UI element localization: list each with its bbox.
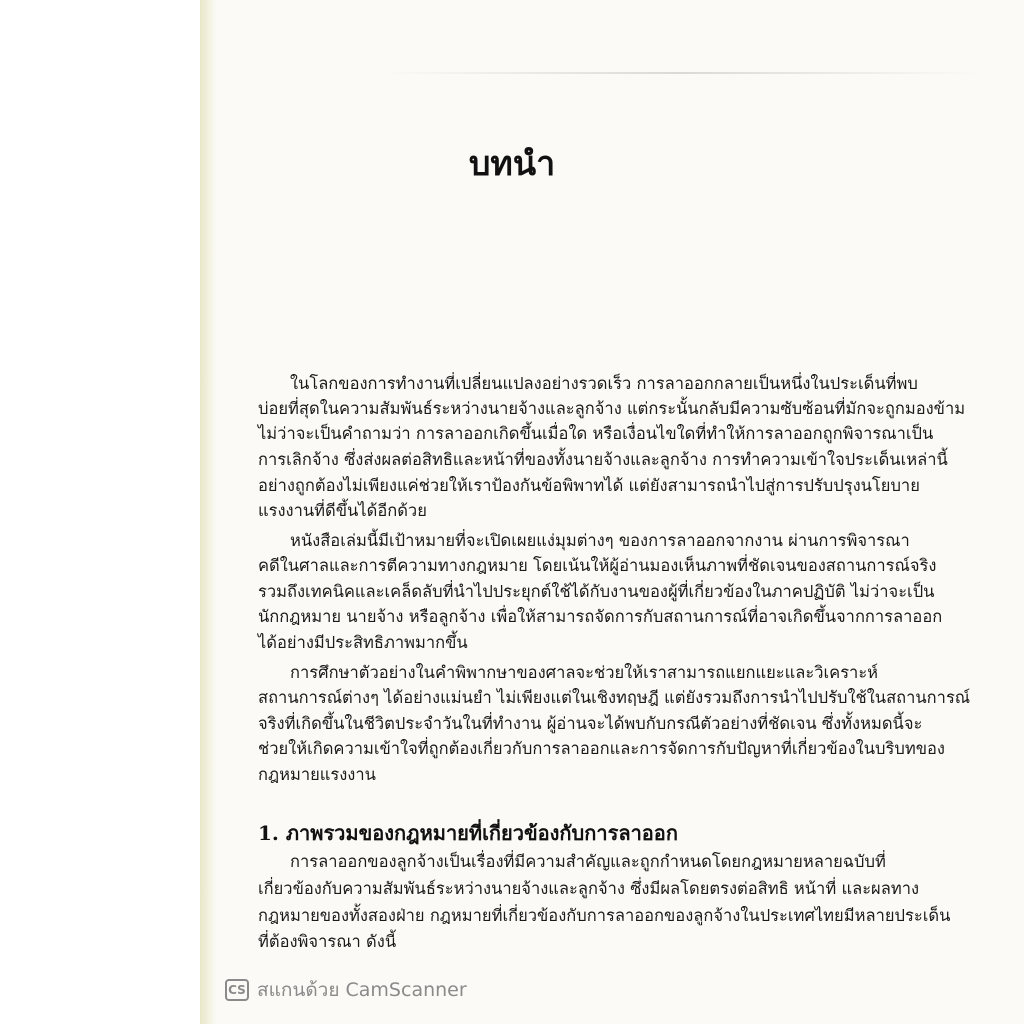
camscanner-logo-icon: CS xyxy=(225,979,249,1001)
text-line: กฎหมายของทั้งสองฝ่าย กฎหมายที่เกี่ยวข้องกับการลาออกของลูกจ้างในประเทศไทยมีหลายประเด็น xyxy=(258,906,951,925)
bleed-through-line xyxy=(380,72,980,74)
text-line: กฎหมายแรงงาน xyxy=(258,765,376,784)
text-line: นักกฎหมาย นายจ้าง หรือลูกจ้าง เพื่อให้สามารถจัดการกับสถานการณ์ที่อาจเกิดขึ้นจากการลาออก xyxy=(258,607,943,626)
section-heading: 1. ภาพรวมของกฎหมายที่เกี่ยวข้องกับการลาออก xyxy=(258,821,678,845)
text-line: ช่วยให้เกิดความเข้าใจที่ถูกต้องเกี่ยวกับการลาออกและการจัดการกับปัญหาที่เกี่ยวข้องในบริบทของ xyxy=(258,739,945,758)
text-line: ไม่ว่าจะเป็นคำถามว่า การลาออกเกิดขึ้นเมื่อใด หรือเงื่อนไขใดที่ทำให้การลาออกถูกพิจารณาเป็น xyxy=(258,424,934,443)
text-line: บ่อยที่สุดในความสัมพันธ์ระหว่างนายจ้างและลูกจ้าง แต่กระนั้นกลับมีความซับซ้อนที่มักจะถูกมองข้าม xyxy=(258,399,966,418)
text-line: เกี่ยวข้องกับความสัมพันธ์ระหว่างนายจ้างและลูกจ้าง ซึ่งมีผลโดยตรงต่อสิทธิ หน้าที่ และผลทาง xyxy=(258,879,920,898)
text-line: หนังสือเล่มนี้มีเป้าหมายที่จะเปิดเผยแง่มุมต่างๆ ของการลาออกจากงาน ผ่านการพิจารณา xyxy=(290,531,910,550)
text-line: ที่ต้องพิจารณา ดังนี้ xyxy=(258,932,397,951)
text-line: คดีในศาลและการตีความทางกฎหมาย โดยเน้นให้ผู้อ่านมองเห็นภาพที่ชัดเจนของสถานการณ์จริง xyxy=(258,556,937,575)
watermark-text: สแกนด้วย CamScanner xyxy=(257,979,467,1001)
text-line: การลาออกของลูกจ้างเป็นเรื่องที่มีความสำคัญและถูกกำหนดโดยกฎหมายหลายฉบับที่ xyxy=(290,852,886,871)
text-line: การเลิกจ้าง ซึ่งส่งผลต่อสิทธิและหน้าที่ของทั้งนายจ้างและลูกจ้าง การทำความเข้าใจประเด็นเหล่านี้ xyxy=(258,450,948,469)
page-title: บทนำ xyxy=(468,144,556,184)
text-line: อย่างถูกต้องไม่เพียงแค่ช่วยให้เราป้องกันข้อพิพาทได้ แต่ยังสามารถนำไปสู่การปรับปรุงนโยบาย xyxy=(258,476,920,495)
text-line: ในโลกของการทำงานที่เปลี่ยนแปลงอย่างรวดเร็ว การลาออกกลายเป็นหนึ่งในประเด็นที่พบ xyxy=(290,374,918,393)
text-line: สถานการณ์ต่างๆ ได้อย่างแม่นยำ ไม่เพียงแต่ในเชิงทฤษฎี แต่ยังรวมถึงการนำไปปรับใช้ในสถานการณ์ xyxy=(258,688,971,707)
text-line: ได้อย่างมีประสิทธิภาพมากขึ้น xyxy=(258,633,468,652)
text-line: แรงงานที่ดีขึ้นได้อีกด้วย xyxy=(258,501,427,520)
camscanner-watermark xyxy=(225,975,467,1005)
text-line: จริงที่เกิดขึ้นในชีวิตประจำวันในที่ทำงาน ผู้อ่านจะได้พบกับกรณีตัวอย่างที่ชัดเจน ซึ่งทั้งหมดนี้จะ xyxy=(258,714,923,733)
text-line: การศึกษาตัวอย่างในคำพิพากษาของศาลจะช่วยให้เราสามารถแยกแยะและวิเคราะห์ xyxy=(290,663,879,682)
text-line: รวมถึงเทคนิคและเคล็ดลับที่นำไปประยุกต์ใช้ได้กับงานของผู้ที่เกี่ยวข้องในภาคปฏิบัติ ไม่ว่าจะเป็น xyxy=(258,582,935,601)
